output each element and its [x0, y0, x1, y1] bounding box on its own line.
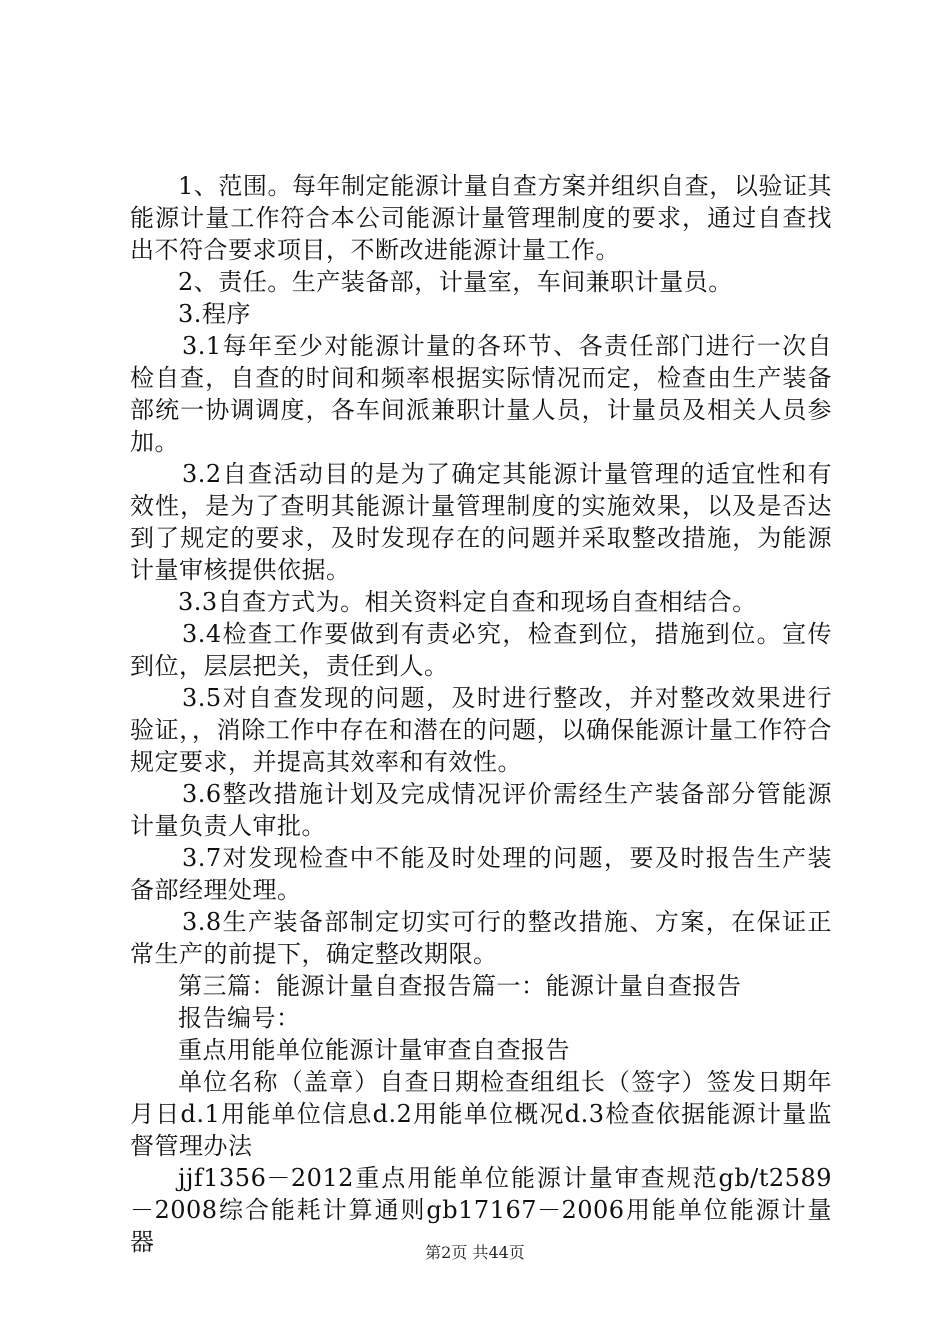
section-heading-part-three: 第三篇：能源计量自查报告篇一：能源计量自查报告 — [178, 972, 742, 1000]
paragraph-procedure-3-4: 3.4检查工作要做到有责必究，检查到位，措施到位。宣传到位，层层把关，责任到人。 — [130, 620, 832, 680]
paragraph-report-title: 重点用能单位能源计量审查自查报告 — [178, 1036, 570, 1064]
paragraph-procedure-3-6: 3.6整改措施计划及完成情况评价需经生产装备部分管能源计量负责人审批。 — [130, 780, 832, 840]
paragraph-report-number: 报告编号： — [178, 1004, 301, 1032]
paragraph-procedure-heading: 3.程序 — [178, 300, 251, 328]
paragraph-responsibility: 2、责任。生产装备部，计量室，车间兼职计量员。 — [178, 268, 733, 296]
paragraph-procedure-3-5: 3.5对自查发现的问题，及时进行整改，并对整改效果进行验证，，消除工作中存在和潜在的问题，以确保能源计量工作符合规定要求，并提高其效率和有效性。 — [130, 684, 832, 776]
paragraph-procedure-3-2: 3.2自查活动目的是为了确定其能源计量管理的适宜性和有效性，是为了查明其能源计量管理制度的实施效果，以及是否达到了规定的要求，及时发现存在的问题并采取整改措施，为能源计量审核提供依据。 — [130, 460, 832, 584]
page-number-footer: 第2页 共44页 — [425, 1243, 525, 1262]
document-body — [130, 170, 832, 1258]
paragraph-procedure-3-1: 3.1每年至少对能源计量的各环节、各责任部门进行一次自检自查，自查的时间和频率根据实际情况而定，检查由生产装备部统一协调调度，各车间派兼职计量人员，计量员及相关人员参加。 — [130, 332, 832, 456]
paragraph-procedure-3-7: 3.7对发现检查中不能及时处理的问题，要及时报告生产装备部经理处理。 — [130, 844, 832, 904]
paragraph-scope: 1、范围。每年制定能源计量自查方案并组织自查，以验证其能源计量工作符合本公司能源计量管理制度的要求，通过自查找出不符合要求项目，不断改进能源计量工作。 — [130, 172, 832, 264]
paragraph-standards: jjf1356－2012重点用能单位能源计量审查规范gb/t2589－2008综合能耗计算通则gb17167－2006用能单位能源计量器 — [130, 1164, 832, 1256]
paragraph-unit-info: 单位名称（盖章）自查日期检查组组长（签字）签发日期年月日d.1用能单位信息d.2用能单位概况d.3检查依据能源计量监督管理办法 — [130, 1068, 832, 1160]
paragraph-procedure-3-8: 3.8生产装备部制定切实可行的整改措施、方案，在保证正常生产的前提下，确定整改期限。 — [130, 908, 832, 968]
paragraph-procedure-3-3: 3.3自查方式为。相关资料定自查和现场自查相结合。 — [178, 588, 757, 616]
